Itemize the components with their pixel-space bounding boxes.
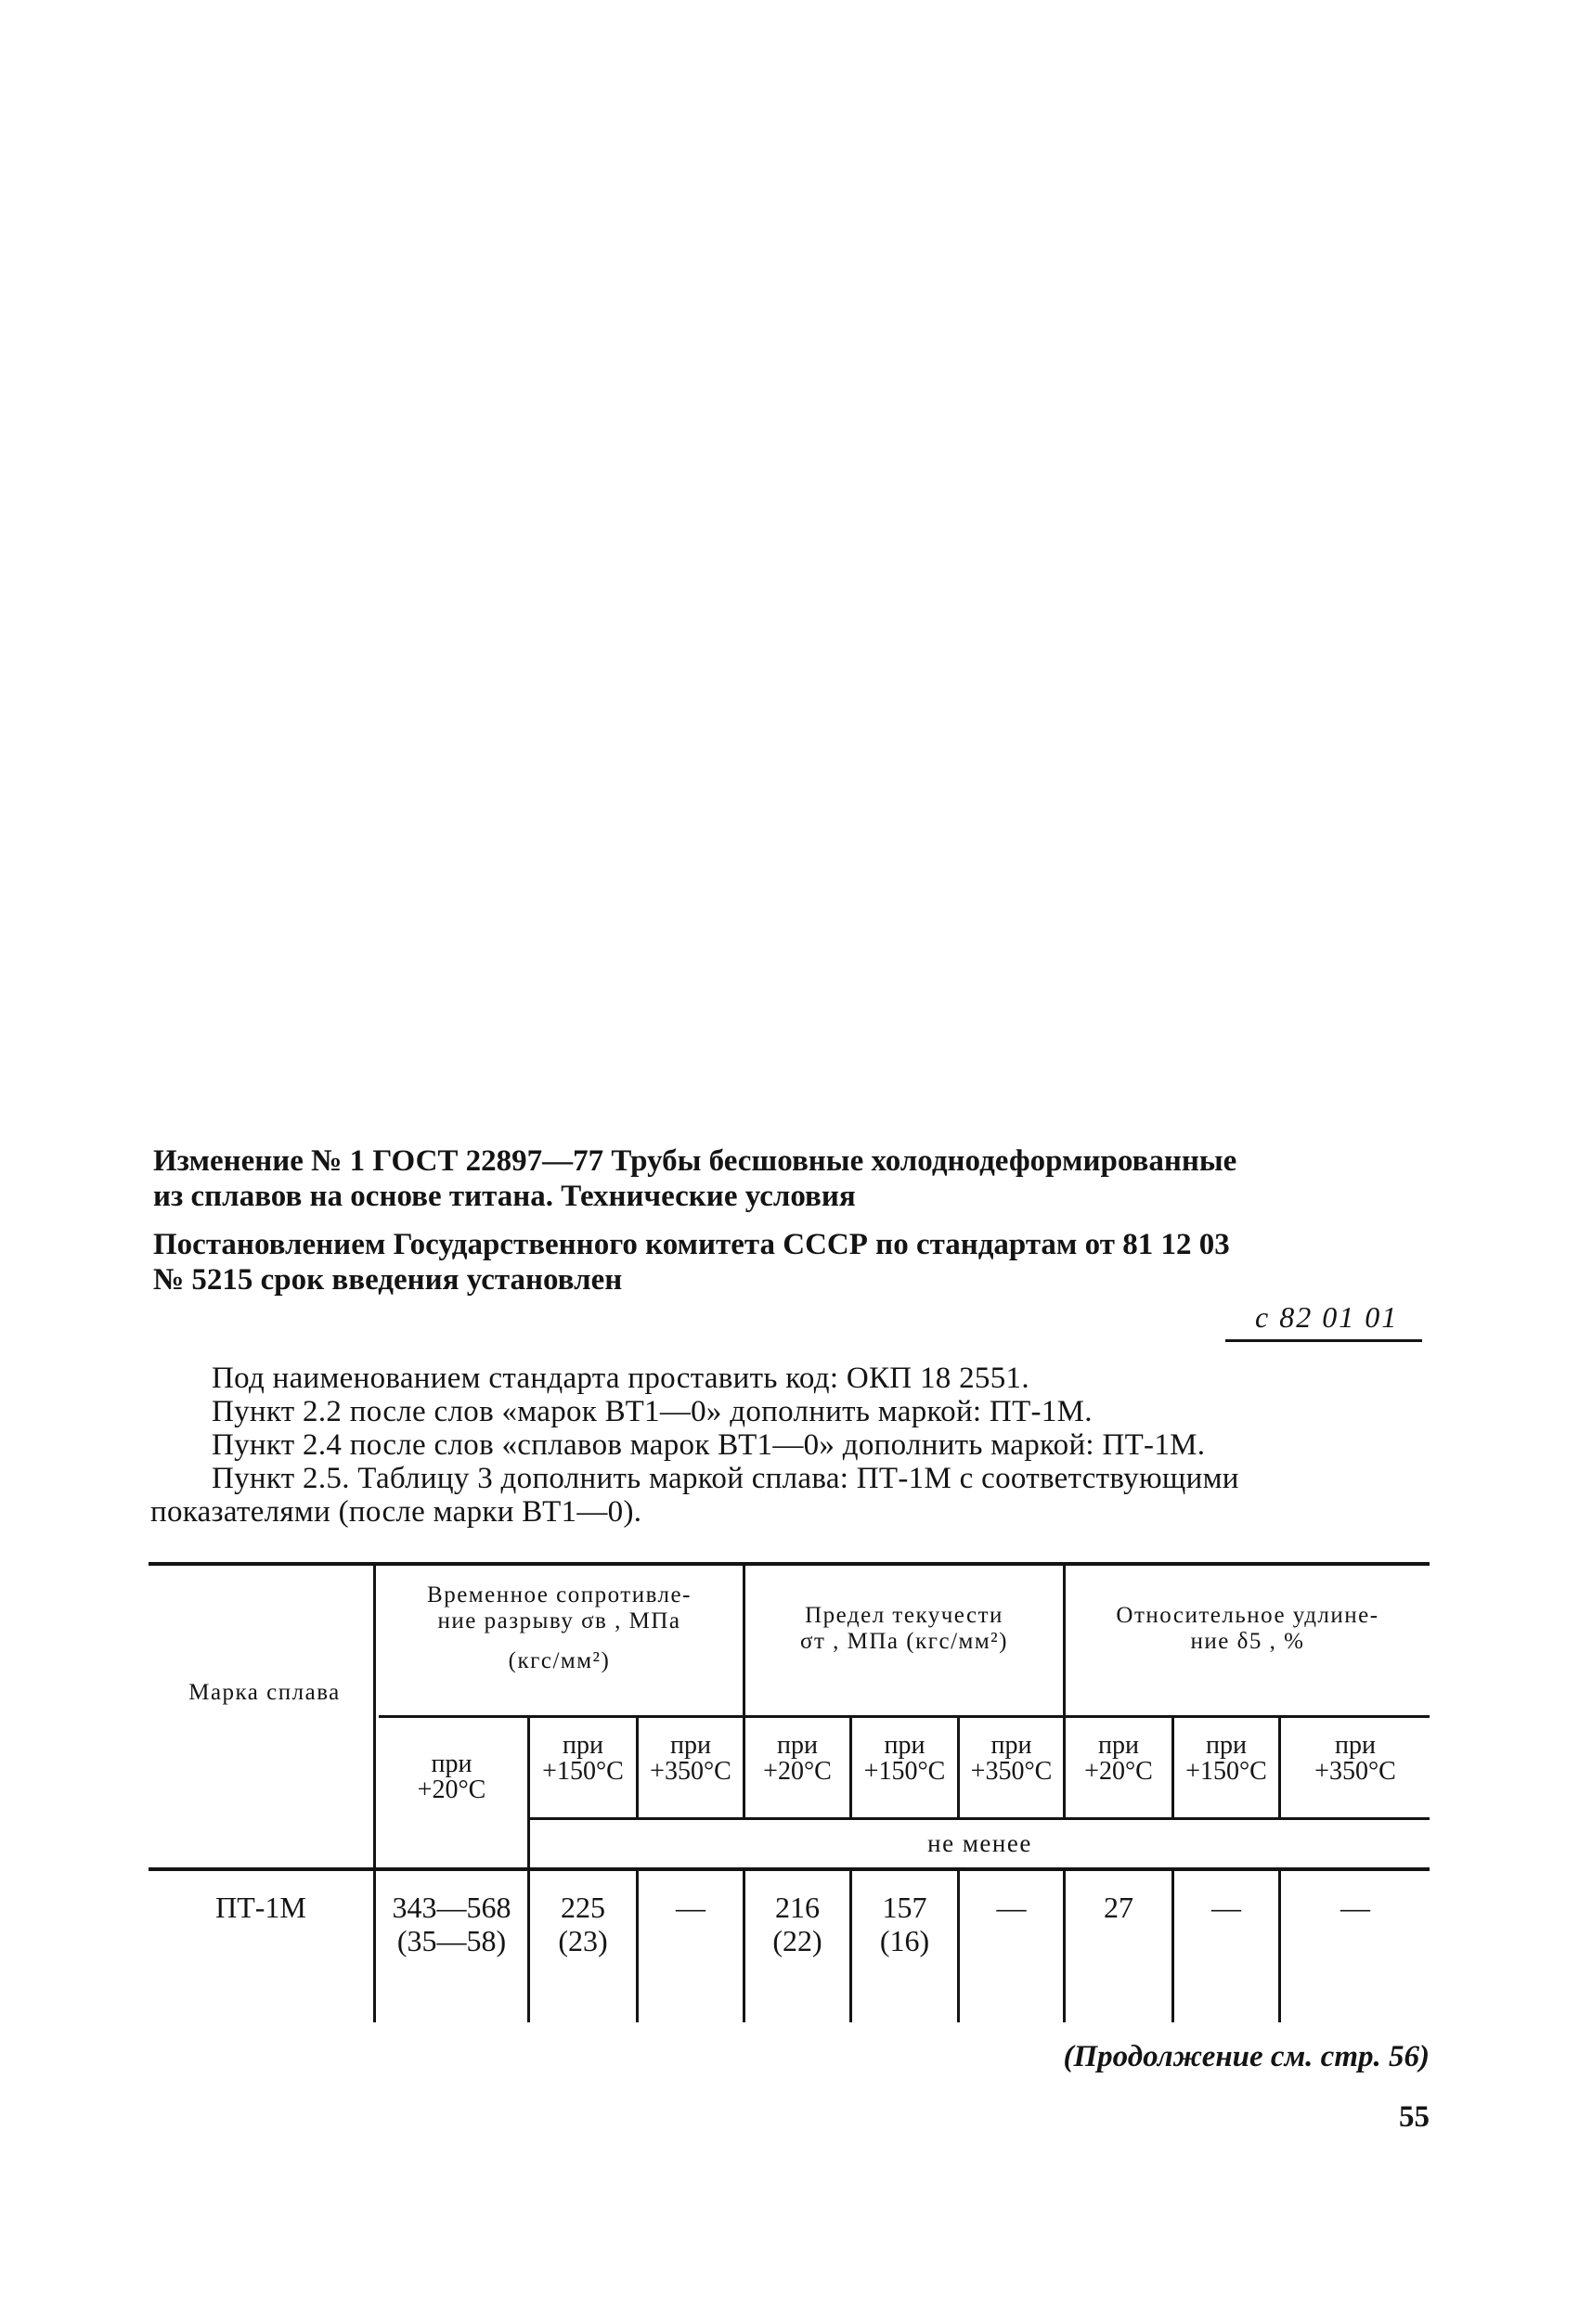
cell-elong-150: — [1211, 1891, 1241, 1924]
table-subheader-rule [527, 1817, 1430, 1820]
cell-tensile-350: — [676, 1891, 705, 1924]
sub-prefix-label: при [1335, 1731, 1376, 1760]
amendment-title-text-1: Изменение № 1 ГОСТ 22897—77 Трубы бесшовные холоднодеформированные [153, 1144, 1237, 1178]
sub-temp-label: +350°С [970, 1757, 1053, 1786]
header-yield-line-1: Предел текучести [805, 1603, 1003, 1628]
cell-tensile-20 [376, 1891, 527, 1957]
sub-yield-20 [745, 1733, 849, 1785]
sub-temp-label: +150°С [1185, 1757, 1267, 1786]
paragraph-item-2-5-line-2: показателями (после марки ВТ1—0). [150, 1495, 642, 1529]
sub-temp-label: +150°С [542, 1757, 624, 1786]
sub-tensile-20 [376, 1751, 527, 1803]
sub-prefix-label: при [1206, 1731, 1247, 1760]
header-yield-line-2: σт , МПа (кгс/мм²) [799, 1629, 1008, 1654]
sub-temp-label: +350°С [1314, 1757, 1396, 1786]
cell-tensile-150-kgf: (23) [558, 1924, 608, 1957]
sub-elong-150 [1174, 1733, 1278, 1785]
header-grade: Марка сплава [188, 1680, 341, 1705]
cell-yield-350: — [996, 1891, 1027, 1924]
table-header-bottom-rule [149, 1867, 1430, 1871]
cell-yield-150 [852, 1891, 957, 1957]
continuation-note: (Продолжение см. стр. 56) [1063, 2040, 1430, 2073]
header-tensile-line-1: Временное сопротивле- [427, 1582, 692, 1607]
sub-prefix-label: при [990, 1731, 1032, 1760]
decree-line-2: № 5215 срок введения установлен [153, 1263, 623, 1297]
header-elongation-line-2: ние δ5 , % [1190, 1629, 1305, 1654]
sub-temp-label: +20°С [1084, 1757, 1153, 1786]
header-not-less: не менее [927, 1829, 1032, 1857]
sub-yield-350 [960, 1733, 1063, 1785]
table-top-rule [149, 1562, 1430, 1566]
sub-yield-150 [852, 1733, 957, 1785]
cell-elong-350: — [1340, 1891, 1370, 1924]
sub-elong-20 [1066, 1733, 1171, 1785]
cell-yield-20-kgf: (22) [772, 1924, 822, 1957]
sub-tensile-150 [530, 1733, 636, 1785]
sub-prefix-label: при [777, 1731, 818, 1760]
sub-temp-label: +20°С [763, 1757, 832, 1786]
decree-line-1: Постановлением Государственного комитета СССР по стандартам от 81 12 03 [153, 1228, 1230, 1261]
cell-elong-20: 27 [1104, 1891, 1133, 1924]
sub-tensile-350 [639, 1733, 743, 1785]
amendment-title-line-2: из сплавов на основе титана. Технические условия [153, 1180, 856, 1213]
cell-yield-20-mpa: 216 [775, 1891, 820, 1924]
cell-yield-150-mpa: 157 [882, 1891, 927, 1924]
sub-temp-label: +20°С [417, 1775, 486, 1804]
paragraph-item-2-2: Пункт 2.2 после слов «марок ВТ1—0» дополнить маркой: ПТ-1М. [212, 1395, 1093, 1428]
sub-prefix-label: при [670, 1731, 711, 1760]
paragraph-item-2-5-line-1: Пункт 2.5. Таблицу 3 дополнить маркой сплава: ПТ-1М с соответствующими [212, 1462, 1239, 1495]
sub-prefix-label: при [563, 1731, 603, 1760]
cell-tensile-20-kgf: (35—58) [396, 1924, 507, 1957]
paragraph-okp-code: Под наименованием стандарта проставить код: ОКП 18 2551. [212, 1362, 1029, 1395]
sub-elong-350 [1281, 1733, 1430, 1785]
header-tensile-line-2: ние разрыву σв , МПа [437, 1608, 681, 1633]
cell-grade: ПТ-1М [215, 1891, 306, 1924]
header-elongation-line-1: Относительное удлине- [1116, 1603, 1379, 1628]
cell-yield-20 [745, 1891, 849, 1957]
cell-tensile-20-mpa: 343—568 [392, 1891, 511, 1924]
sub-temp-label: +350°С [650, 1757, 731, 1786]
cell-tensile-150-mpa: 225 [561, 1891, 605, 1924]
sub-temp-label: +150°С [863, 1757, 946, 1786]
sub-prefix-label: при [1098, 1731, 1139, 1760]
effective-date: с 82 01 01 [1255, 1300, 1399, 1334]
cell-yield-150-kgf: (16) [879, 1924, 930, 1957]
sub-prefix-label: при [884, 1731, 925, 1760]
page-number: 55 [1399, 2100, 1430, 2134]
sub-prefix-label: при [431, 1749, 472, 1778]
cell-tensile-150 [530, 1891, 636, 1957]
header-tensile-line-3: (кгс/мм²) [508, 1648, 611, 1673]
paragraph-item-2-4: Пункт 2.4 после слов «сплавов марок ВТ1—0» дополнить маркой: ПТ-1М. [212, 1428, 1206, 1462]
table-group-rule [379, 1715, 1430, 1718]
